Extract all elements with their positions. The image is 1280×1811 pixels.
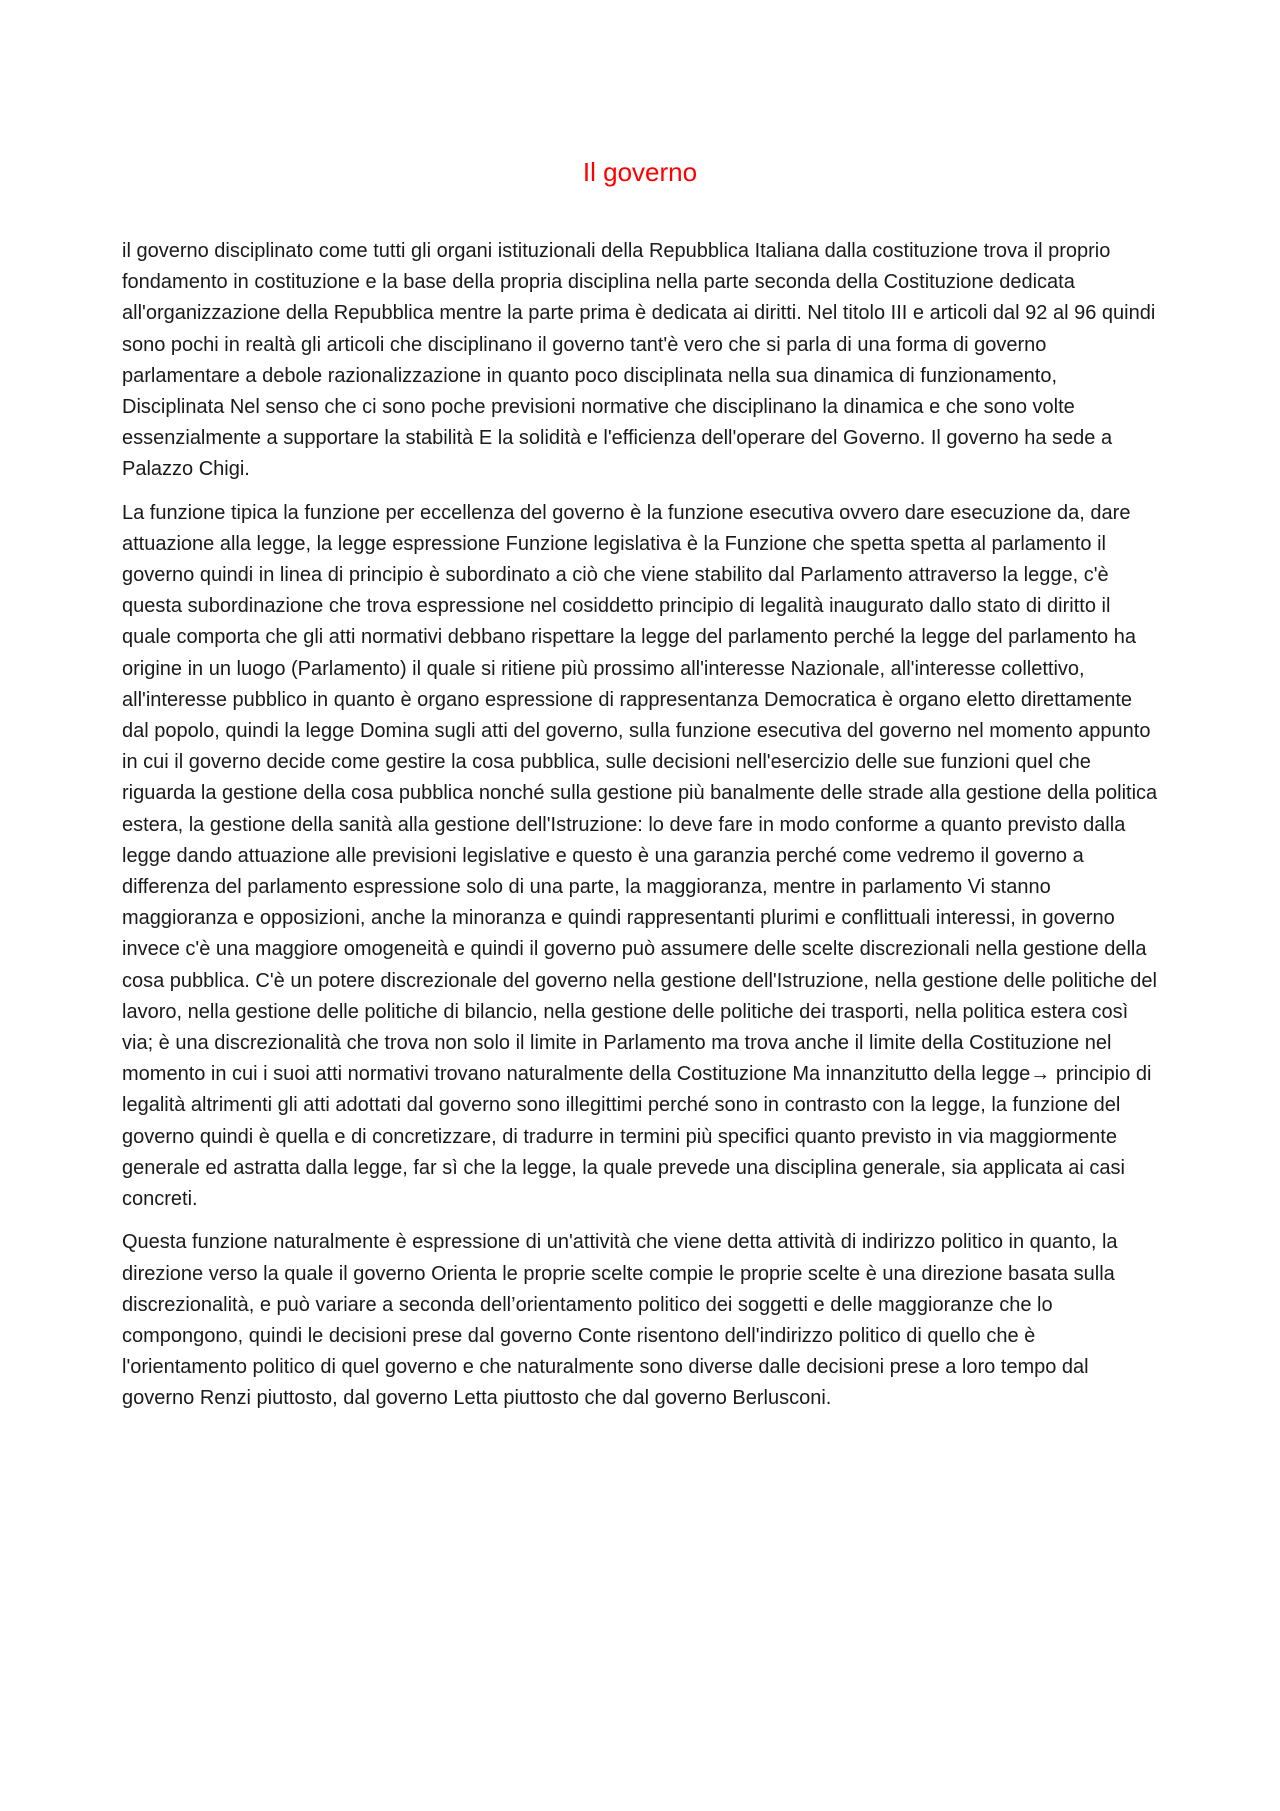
paragraph-3: Questa funzione naturalmente è espressione di un'attività che viene detta attività di indirizzo politico in quanto, la direzione verso la quale il governo Orienta le proprie scelte compie le proprie scelte è una direzione basata sulla discrezionalità, e può variare a seconda dell’orientamento politico dei soggetti e delle maggioranze che lo compongono, quindi le decisioni prese dal governo Conte risentono dell'indirizzo politico di quello che è l'orientamento politico di quel governo e che naturalmente sono diverse dalle decisioni prese a loro tempo dal governo Renzi piuttosto, dal governo Letta piuttosto che dal governo Berlusconi. bbox=[122, 1231, 1118, 1410]
document-title: Il governo bbox=[582, 157, 698, 187]
document-body bbox=[122, 236, 1162, 1427]
paragraph-1: il governo disciplinato come tutti gli organi istituzionali della Repubblica Italiana dalla costituzione trova il proprio fondamento in costituzione e la base della propria disciplina nella parte seconda della Costituzione dedicata all'organizzazione della Repubblica mentre la parte prima è dedicata ai diritti. Nel titolo III e articoli dal 92 al 96 quindi sono pochi in realtà gli articoli che disciplinano il governo tant'è vero che si parla di una forma di governo parlamentare a debole razionalizzazione in quanto poco disciplinata nella sua dinamica di funzionamento, Disciplinata Nel senso che ci sono poche previsioni normative che disciplinano la dinamica e che sono volte essenzialmente a supportare la stabilità E la solidità e l'efficienza dell'operare del Governo. Il governo ha sede a Palazzo Chigi. bbox=[122, 240, 1156, 481]
paragraph-2: La funzione tipica la funzione per eccellenza del governo è la funzione esecutiva ovvero dare esecuzione da, dare attuazione alla legge, la legge espressione Funzione legislativa è la Funzione che spetta spetta al parlamento il governo quindi in linea di principio è subordinato a ciò che viene stabilito dal Parlamento attraverso la legge, c'è questa subordinazione che trova espressione nel cosiddetto principio di legalità inaugurato dallo stato di diritto il quale comporta che gli atti normativi debbano rispettare la legge del parlamento perché la legge del parlamento ha origine in un luogo (Parlamento) il quale si ritiene più prossimo all'interesse Nazionale, all'interesse collettivo, all'interesse pubblico in quanto è organo espressione di rappresentanza Democratica è organo eletto direttamente dal popolo, quindi la legge Domina sugli atti del governo, sulla funzione esecutiva del governo nel momento appunto in cui il governo decide come gestire la cosa pubblica, sulle decisioni nell'esercizio delle sue funzioni quel che riguarda la gestione della cosa pubblica nonché sulla gestione più banalmente delle strade alla gestione della politica estera, la gestione della sanità alla gestione dell'Istruzione: lo deve fare in modo conforme a quanto previsto dalla legge dando attuazione alle previsioni legislative e questo è una garanzia perché come vedremo il governo a differenza del parlamento espressione solo di una parte, la maggioranza, mentre in parlamento Vi stanno maggioranza e opposizioni, anche la minoranza e quindi rappresentanti plurimi e conflittuali interessi, in governo invece c'è una maggiore omogeneità e quindi il governo può assumere delle scelte discrezionali nella gestione della cosa pubblica. C'è un potere discrezionale del governo nella gestione dell'Istruzione, nella gestione delle politiche del lavoro, nella gestione delle politiche di bilancio, nella gestione delle politiche dei trasporti, nella politica estera così via; è una discrezionalità che trova non solo il limite in Parlamento ma trova anche il limite della Costituzione nel momento in cui i suoi atti normativi trovano naturalmente della Costituzione Ma innanzitutto della legge→ principio di legalità altrimenti gli atti adottati dal governo sono illegittimi perché sono in contrasto con la legge, la funzione del governo quindi è quella e di concretizzare, di tradurre in termini più specifici quanto previsto in via maggiormente generale ed astratta dalla legge, far sì che la legge, la quale prevede una disciplina generale, sia applicata ai casi concreti. bbox=[122, 501, 1158, 1211]
